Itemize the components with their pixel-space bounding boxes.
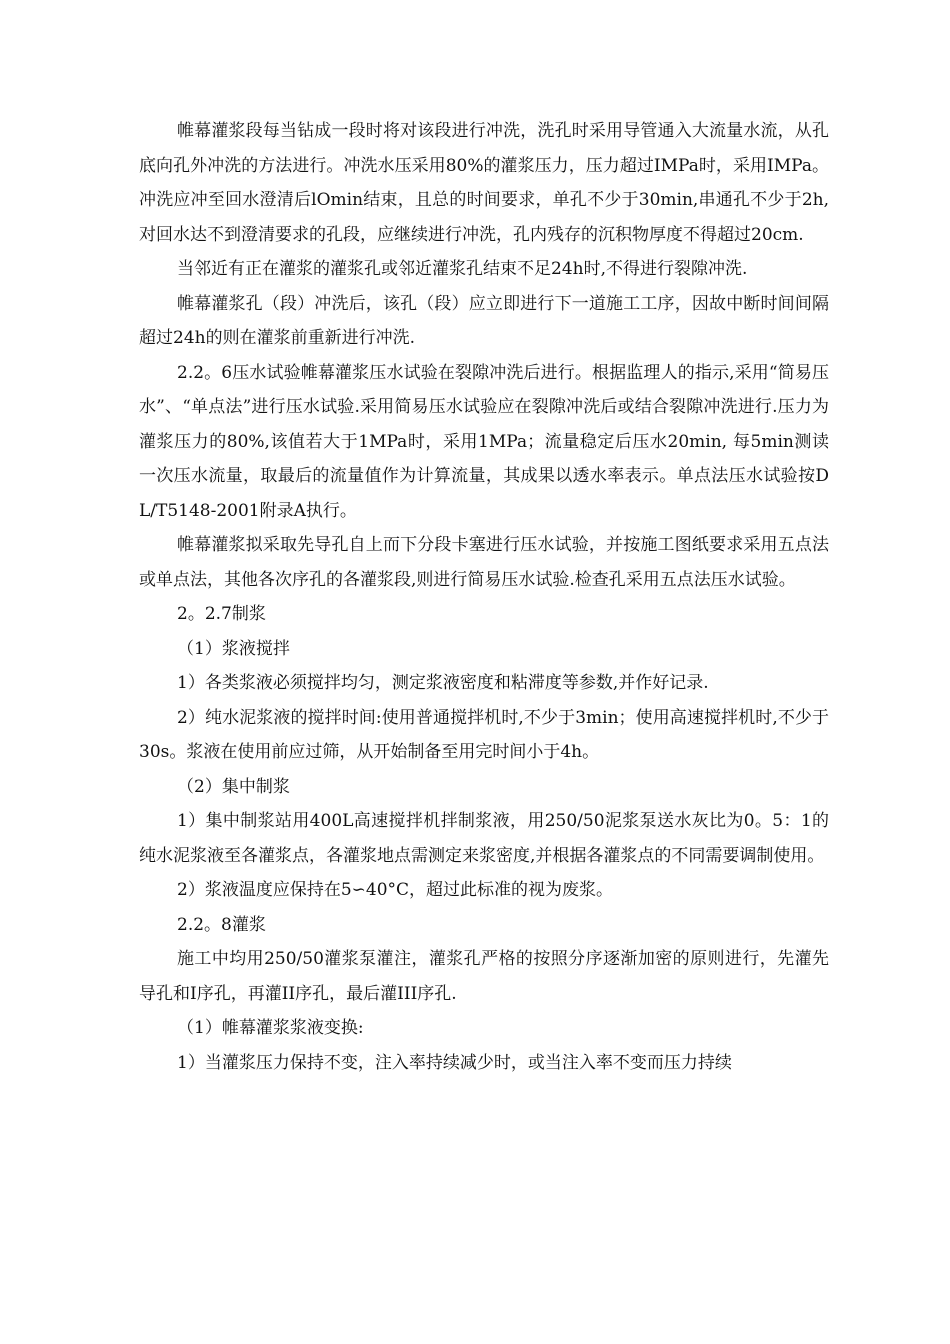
- paragraph-adjacent-grouting: 当邻近有正在灌浆的灌浆孔或邻近灌浆孔结束不足24h时,不得进行裂隙冲洗.: [177, 259, 748, 279]
- list-item-mixing-uniform: 1）各类浆液必须搅拌均匀，测定浆液密度和粘滞度等参数,并作好记录.: [177, 673, 709, 693]
- section-heading-slurry-making: 2。2.7制浆: [177, 604, 266, 624]
- subheading-slurry-change: （1）帷幕灌浆浆液变换:: [177, 1018, 364, 1038]
- list-item-mixing-time: 2）纯水泥浆液的搅拌时间:使用普通搅拌机时,不少于3min；使用高速搅拌机时,不少于30s。浆液在使用前应过筛，从开始制备至用完时间小于4h。: [139, 707, 829, 762]
- paragraph-pilot-hole-test: 帷幕灌浆拟采取先导孔自上而下分段卡塞进行压水试验，并按施工图纸要求采用五点法或单点法，其他各次序孔的各灌浆段,则进行简易压水试验.检查孔采用五点法压水试验。: [139, 535, 829, 590]
- list-item-pressure-constant: 1）当灌浆压力保持不变，注入率持续减少时，或当注入率不变而压力持续: [177, 1052, 732, 1073]
- paragraph-grouting-sequence: 施工中均用250/50灌浆泵灌注，灌浆孔严格的按照分序逐渐加密的原则进行，先灌先导孔和I序孔，再灌II序孔，最后灌III序孔.: [139, 949, 829, 1004]
- list-item-slurry-temperature: 2）浆液温度应保持在5∽40°C，超过此标准的视为废浆。: [177, 880, 614, 900]
- document-body: [139, 114, 829, 1080]
- paragraph-hole-flushing: 帷幕灌浆段每当钻成一段时将对该段进行冲洗，洗孔时采用导管通入大流量水流，从孔底向孔外冲洗的方法进行。冲洗水压采用80%的灌浆压力，压力超过IMPa时，采用IMPa。冲洗应冲至回水澄清后lOmin结束，且总的时间要求，单孔不少于30min,串通孔不少于2h,对回水达不到澄清要求的孔段，应继续进行冲洗，孔内残存的沉积物厚度不得超过20cm.: [139, 121, 829, 245]
- subheading-central-mixing: （2）集中制浆: [177, 776, 290, 797]
- section-heading-grouting: 2.2。8灌浆: [177, 914, 266, 935]
- paragraph-water-pressure-test: 2.2。6压水试验帷幕灌浆压水试验在裂隙冲洗后进行。根据监理人的指示,采用“简易压水”、“单点法”进行压水试验.采用简易压水试验应在裂隙冲洗后或结合裂隙冲洗进行.压力为灌浆压力的80%,该值若大于1MPa时，采用1MPa；流量稳定后压水20min, 每5min测读一次压水流量，取最后的流量值作为计算流量，其成果以透水率表示。单点法压水试验按DL/T5148-2001附录A执行。: [139, 362, 829, 521]
- list-item-central-station: 1）集中制浆站用400L高速搅拌机拌制浆液，用250/50泥浆泵送水灰比为0。5：1的纯水泥浆液至各灌浆点，各灌浆地点需测定来浆密度,并根据各灌浆点的不同需要调制使用。: [139, 811, 829, 866]
- paragraph-flush-interval: 帷幕灌浆孔（段）冲洗后，该孔（段）应立即进行下一道施工工序，因故中断时间间隔超过24h的则在灌浆前重新进行冲洗.: [139, 293, 829, 348]
- subheading-slurry-mixing: （1）浆液搅拌: [177, 638, 290, 659]
